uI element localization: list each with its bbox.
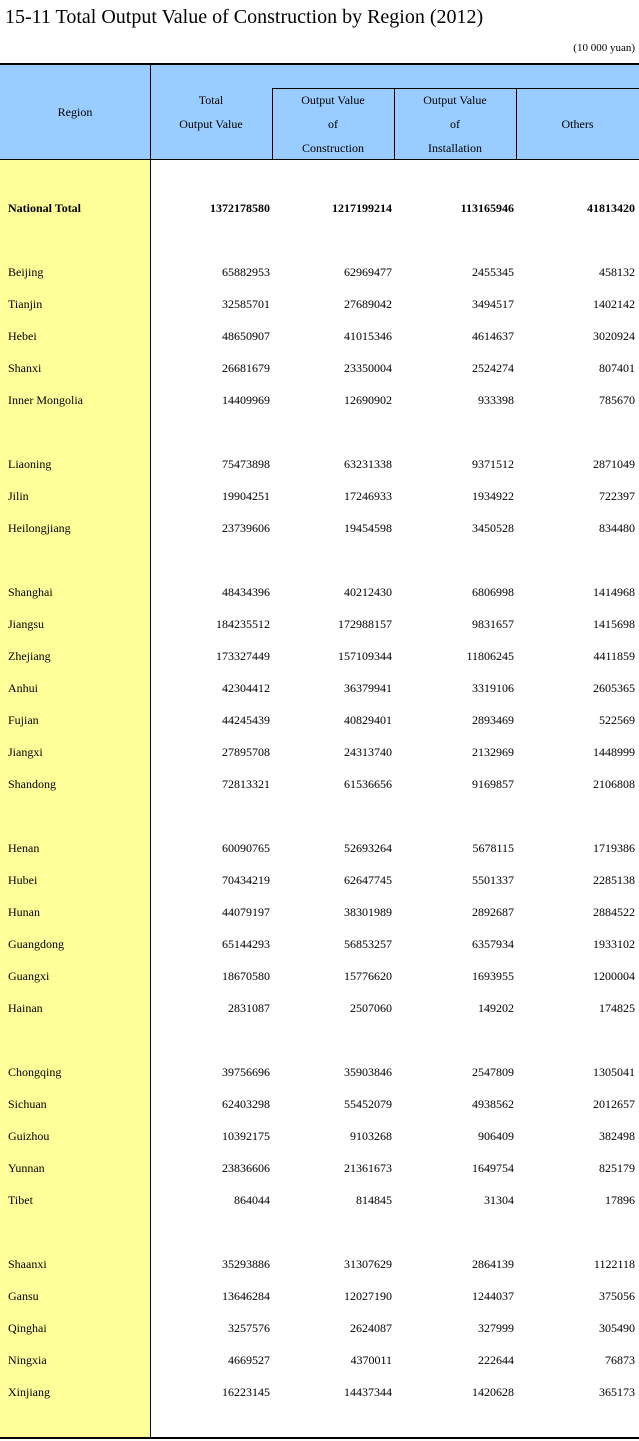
installation-cell: 1693955 — [472, 969, 514, 983]
others-cell: 1414968 — [593, 585, 635, 599]
total-output-cell: 65882953 — [222, 265, 270, 279]
region-cell: Inner Mongolia — [8, 393, 83, 407]
total-output-cell: 173327449 — [216, 649, 270, 663]
region-cell: Guangdong — [8, 937, 64, 951]
others-cell: 2012657 — [593, 1097, 635, 1111]
region-cell: National Total — [8, 201, 82, 215]
total-output-cell: 19904251 — [222, 489, 270, 503]
installation-cell: 113165946 — [460, 201, 514, 215]
others-cell: 522569 — [599, 713, 635, 727]
installation-cell: 2864139 — [472, 1257, 514, 1271]
table-row — [0, 928, 639, 960]
installation-cell: 3319106 — [472, 681, 514, 695]
construction-cell: 40829401 — [344, 713, 392, 727]
unit-label: (10 000 yuan) — [573, 42, 635, 54]
construction-cell: 62647745 — [344, 873, 392, 887]
installation-cell: 3450528 — [472, 521, 514, 535]
construction-cell: 27689042 — [344, 297, 392, 311]
installation-cell: 4938562 — [472, 1097, 514, 1111]
table-row — [0, 1184, 639, 1216]
construction-cell: 55452079 — [344, 1097, 392, 1111]
total-output-cell: 2831087 — [228, 1001, 270, 1015]
construction-cell: 814845 — [356, 1193, 392, 1207]
installation-cell: 3494517 — [472, 297, 514, 311]
table-row — [0, 864, 639, 896]
others-cell: 3020924 — [593, 329, 635, 343]
table-row — [0, 480, 639, 512]
total-output-cell: 16223145 — [222, 1385, 270, 1399]
installation-cell: 6357934 — [472, 937, 514, 951]
installation-cell: 9831657 — [472, 617, 514, 631]
total-output-cell: 44245439 — [222, 713, 270, 727]
others-cell: 2884522 — [593, 905, 635, 919]
others-cell: 1448999 — [593, 745, 635, 759]
header-others: Others — [561, 117, 594, 131]
others-cell: 1305041 — [593, 1065, 635, 1079]
region-cell: Qinghai — [8, 1321, 47, 1335]
others-cell: 785670 — [599, 393, 635, 407]
region-cell: Fujian — [8, 713, 39, 727]
construction-cell: 40212430 — [344, 585, 392, 599]
table-row — [0, 288, 639, 320]
table-row — [0, 256, 639, 288]
header-region: Region — [57, 105, 93, 119]
others-cell: 2605365 — [593, 681, 635, 695]
region-cell: Shaanxi — [8, 1257, 47, 1271]
total-output-cell: 27895708 — [222, 745, 270, 759]
others-cell: 807401 — [599, 361, 635, 375]
table-row — [0, 384, 639, 416]
total-output-cell: 13646284 — [222, 1289, 270, 1303]
region-cell: Tibet — [8, 1193, 33, 1207]
bottom-rule — [0, 1437, 639, 1439]
construction-cell: 9103268 — [350, 1129, 392, 1143]
page-title: 15-11 Total Output Value of Construction by Region (2012) — [5, 6, 484, 28]
construction-cell: 41015346 — [344, 329, 392, 343]
others-cell: 41813420 — [587, 201, 635, 215]
others-cell: 458132 — [599, 265, 635, 279]
total-output-cell: 48650907 — [222, 329, 270, 343]
others-cell: 1122118 — [593, 1257, 635, 1271]
table-row — [0, 1120, 639, 1152]
installation-cell: 222644 — [478, 1353, 514, 1367]
region-cell: Hainan — [8, 1001, 43, 1015]
table-row — [0, 608, 639, 640]
total-output-cell: 184235512 — [216, 617, 270, 631]
header-construction: Output Value of Construction — [301, 93, 365, 155]
installation-cell: 2132969 — [472, 745, 514, 759]
installation-cell: 1649754 — [472, 1161, 514, 1175]
region-cell: Guangxi — [8, 969, 50, 983]
others-cell: 4411859 — [593, 649, 635, 663]
others-cell: 382498 — [599, 1129, 635, 1143]
construction-cell: 31307629 — [344, 1257, 392, 1271]
installation-cell: 1420628 — [472, 1385, 514, 1399]
others-cell: 2285138 — [593, 873, 635, 887]
total-output-cell: 48434396 — [222, 585, 270, 599]
table-row — [0, 640, 639, 672]
region-cell: Liaoning — [8, 457, 52, 471]
total-output-cell: 1372178580 — [210, 201, 270, 215]
region-cell: Hebei — [8, 329, 37, 343]
table-row — [0, 512, 639, 544]
construction-cell: 23350004 — [344, 361, 392, 375]
construction-cell: 17246933 — [344, 489, 392, 503]
table-row — [0, 1344, 639, 1376]
region-cell: Chongqing — [8, 1065, 62, 1079]
total-output-cell: 4669527 — [228, 1353, 270, 1367]
installation-cell: 906409 — [478, 1129, 514, 1143]
others-cell: 1200004 — [593, 969, 635, 983]
construction-cell: 62969477 — [344, 265, 392, 279]
construction-cell: 4370011 — [350, 1353, 392, 1367]
header-total-output: Total Output Value — [179, 93, 243, 131]
installation-cell: 31304 — [484, 1193, 514, 1207]
table-row — [0, 352, 639, 384]
construction-cell: 2624087 — [350, 1321, 392, 1335]
region-cell: Tianjin — [8, 297, 43, 311]
others-cell: 1402142 — [593, 297, 635, 311]
region-cell: Heilongjiang — [8, 521, 71, 535]
region-cell: Guizhou — [8, 1129, 50, 1143]
table-row — [0, 320, 639, 352]
installation-cell: 1244037 — [472, 1289, 514, 1303]
others-cell: 1415698 — [593, 617, 635, 631]
region-cell: Hunan — [8, 905, 40, 919]
region-cell: Yunnan — [8, 1161, 45, 1175]
table-row — [0, 704, 639, 736]
total-output-cell: 39756696 — [222, 1065, 270, 1079]
others-cell: 375056 — [599, 1289, 635, 1303]
total-output-cell: 18670580 — [222, 969, 270, 983]
installation-cell: 2547809 — [472, 1065, 514, 1079]
construction-cell: 35903846 — [344, 1065, 392, 1079]
region-cell: Henan — [8, 841, 40, 855]
installation-cell: 5678115 — [472, 841, 514, 855]
total-output-cell: 864044 — [234, 1193, 270, 1207]
construction-cell: 12690902 — [344, 393, 392, 407]
table-row — [0, 1248, 639, 1280]
table-row — [0, 576, 639, 608]
others-cell: 1933102 — [593, 937, 635, 951]
others-cell: 2871049 — [593, 457, 635, 471]
installation-cell: 9169857 — [472, 777, 514, 791]
table-row — [0, 768, 639, 800]
table-row — [0, 1152, 639, 1184]
construction-cell: 38301989 — [344, 905, 392, 919]
construction-cell: 2507060 — [350, 1001, 392, 1015]
others-cell: 76873 — [605, 1353, 635, 1367]
others-cell: 825179 — [599, 1161, 635, 1175]
others-cell: 17896 — [605, 1193, 635, 1207]
region-cell: Jiangxi — [8, 745, 43, 759]
table-row — [0, 1280, 639, 1312]
construction-cell: 1217199214 — [332, 201, 392, 215]
data-table — [0, 63, 639, 1440]
total-output-cell: 14409969 — [222, 393, 270, 407]
total-output-cell: 42304412 — [222, 681, 270, 695]
table-row — [0, 1056, 639, 1088]
construction-cell: 157109344 — [338, 649, 392, 663]
total-output-cell: 3257576 — [228, 1321, 270, 1335]
region-cell: Shandong — [8, 777, 56, 791]
total-output-cell: 65144293 — [222, 937, 270, 951]
construction-cell: 61536656 — [344, 777, 392, 791]
table-row — [0, 1376, 639, 1408]
installation-cell: 6806998 — [472, 585, 514, 599]
total-output-cell: 44079197 — [222, 905, 270, 919]
region-cell: Ningxia — [8, 1353, 47, 1367]
region-cell: Zhejiang — [8, 649, 51, 663]
others-cell: 305490 — [599, 1321, 635, 1335]
installation-cell: 2893469 — [472, 713, 514, 727]
installation-cell: 2455345 — [472, 265, 514, 279]
region-cell: Xinjiang — [8, 1385, 50, 1399]
region-cell: Sichuan — [8, 1097, 47, 1111]
construction-cell: 14437344 — [344, 1385, 392, 1399]
installation-cell: 11806245 — [466, 649, 514, 663]
table-row — [0, 832, 639, 864]
installation-cell: 1934922 — [472, 489, 514, 503]
total-output-cell: 72813321 — [222, 777, 270, 791]
total-output-cell: 75473898 — [222, 457, 270, 471]
construction-cell: 15776620 — [344, 969, 392, 983]
table-row — [0, 992, 639, 1024]
installation-cell: 2524274 — [472, 361, 514, 375]
total-output-cell: 60090765 — [222, 841, 270, 855]
header-installation: Output Value of Installation — [423, 93, 487, 155]
construction-cell: 24313740 — [344, 745, 392, 759]
installation-cell: 2892687 — [472, 905, 514, 919]
total-output-cell: 23739606 — [222, 521, 270, 535]
table-row — [0, 448, 639, 480]
construction-cell: 52693264 — [344, 841, 392, 855]
table-row — [0, 896, 639, 928]
others-cell: 1719386 — [593, 841, 635, 855]
others-cell: 365173 — [599, 1385, 635, 1399]
table-row — [0, 192, 639, 224]
others-cell: 174825 — [599, 1001, 635, 1015]
others-cell: 722397 — [599, 489, 635, 503]
installation-cell: 149202 — [478, 1001, 514, 1015]
installation-cell: 933398 — [478, 393, 514, 407]
region-cell: Beijing — [8, 265, 44, 279]
construction-cell: 63231338 — [344, 457, 392, 471]
construction-cell: 172988157 — [338, 617, 392, 631]
top-rule — [0, 63, 639, 65]
total-output-cell: 70434219 — [222, 873, 270, 887]
construction-cell: 56853257 — [344, 937, 392, 951]
table-row — [0, 672, 639, 704]
installation-cell: 5501337 — [472, 873, 514, 887]
total-output-cell: 35293886 — [222, 1257, 270, 1271]
total-output-cell: 10392175 — [222, 1129, 270, 1143]
region-cell: Anhui — [8, 681, 38, 695]
installation-cell: 4614637 — [472, 329, 514, 343]
others-cell: 2106808 — [593, 777, 635, 791]
table-row — [0, 1312, 639, 1344]
construction-cell: 12027190 — [344, 1289, 392, 1303]
installation-cell: 9371512 — [472, 457, 514, 471]
table-row — [0, 1088, 639, 1120]
region-cell: Jiangsu — [8, 617, 44, 631]
construction-cell: 19454598 — [344, 521, 392, 535]
region-cell: Hubei — [8, 873, 38, 887]
total-output-cell: 62403298 — [222, 1097, 270, 1111]
region-cell: Gansu — [8, 1289, 39, 1303]
region-cell: Shanghai — [8, 585, 53, 599]
total-output-cell: 32585701 — [222, 297, 270, 311]
construction-cell: 36379941 — [344, 681, 392, 695]
total-output-cell: 26681679 — [222, 361, 270, 375]
construction-cell: 21361673 — [344, 1161, 392, 1175]
installation-cell: 327999 — [478, 1321, 514, 1335]
region-cell: Jilin — [8, 489, 29, 503]
table-row — [0, 736, 639, 768]
total-output-cell: 23836606 — [222, 1161, 270, 1175]
region-cell: Shanxi — [8, 361, 42, 375]
others-cell: 834480 — [599, 521, 635, 535]
table-row — [0, 960, 639, 992]
